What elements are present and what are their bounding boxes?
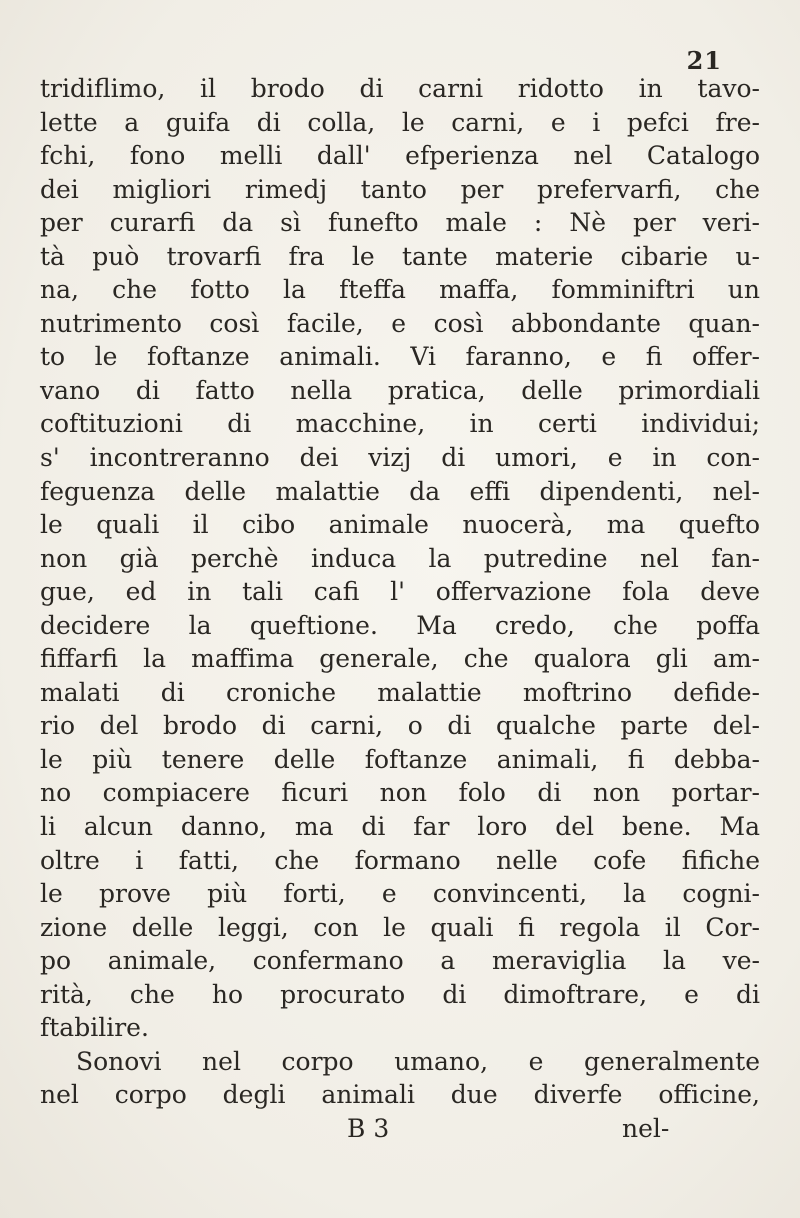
text-line: rità, che ho procurato di dimoftrare, e di bbox=[40, 979, 760, 1009]
page-footer bbox=[0, 1112, 800, 1146]
text-line: nel corpo degli animali due diverfe officine, bbox=[40, 1080, 760, 1110]
body-text bbox=[40, 72, 760, 1112]
text-line: rio del brodo di carni, o di qualche parte del- bbox=[40, 711, 760, 741]
text-line: fiffarfi la maffima generale, che qualora gli am- bbox=[40, 644, 760, 674]
text-line: le più tenere delle foftanze animali, fi debba- bbox=[40, 744, 760, 774]
paragraph-start-line: Sonovi nel corpo umano, e generalmente bbox=[76, 1046, 760, 1076]
text-line: s' incontreranno dei vizj di umori, e in con- bbox=[40, 443, 760, 473]
text-line: oltre i fatti, che formano nelle cofe fifiche bbox=[40, 845, 760, 875]
text-line: to le foftanze animali. Vi faranno, e fi offer- bbox=[40, 342, 760, 372]
text-line: feguenza delle malattie da effi dipendenti, nel- bbox=[40, 476, 760, 506]
text-line: ftabilire. bbox=[40, 1013, 149, 1043]
catchword: nel- bbox=[622, 1114, 670, 1143]
text-line: tà può trovarfi fra le tante materie cibarie u- bbox=[40, 241, 760, 271]
text-line: vano di fatto nella pratica, delle primordiali bbox=[40, 375, 760, 405]
text-line: tridiflimo, il brodo di carni ridotto in tavo- bbox=[40, 74, 760, 103]
text-line: zione delle leggi, con le quali fi regola il Cor- bbox=[40, 912, 760, 942]
text-line: decidere la queftione. Ma credo, che poffa bbox=[40, 610, 760, 640]
text-line: fchi, fono melli dall' efperienza nel Catalogo bbox=[40, 141, 760, 171]
text-line: coftituzioni di macchine, in certi individui; bbox=[40, 409, 760, 439]
text-line: no compiacere ficuri non folo di non portar- bbox=[40, 778, 760, 808]
text-line: na, che fotto la fteffa maffa, fomminiftri un bbox=[40, 275, 760, 305]
text-line: nutrimento così facile, e così abbondante quan- bbox=[40, 308, 760, 338]
text-line: le quali il cibo animale nuocerà, ma quefto bbox=[40, 510, 760, 540]
text-line: lette a guifa di colla, le carni, e i pefci fre- bbox=[40, 107, 760, 137]
text-line: po animale, confermano a meraviglia la ve- bbox=[40, 946, 760, 976]
text-line: le prove più forti, e convincenti, la cogni- bbox=[40, 879, 760, 909]
text-line: gue, ed in tali cafi l' offervazione fola deve bbox=[40, 577, 760, 607]
text-line: dei migliori rimedj tanto per prefervarfi, che bbox=[40, 174, 760, 204]
text-line: li alcun danno, ma di far loro del bene. Ma bbox=[40, 812, 760, 842]
text-line: malati di croniche malattie moftrino defide- bbox=[40, 677, 760, 707]
text-line: non già perchè induca la putredine nel fan- bbox=[40, 543, 760, 573]
page-number: 21 bbox=[686, 46, 722, 75]
text-line: per curarfi da sì funefto male : Nè per veri- bbox=[40, 208, 760, 238]
signature-mark: B 3 bbox=[347, 1114, 390, 1143]
